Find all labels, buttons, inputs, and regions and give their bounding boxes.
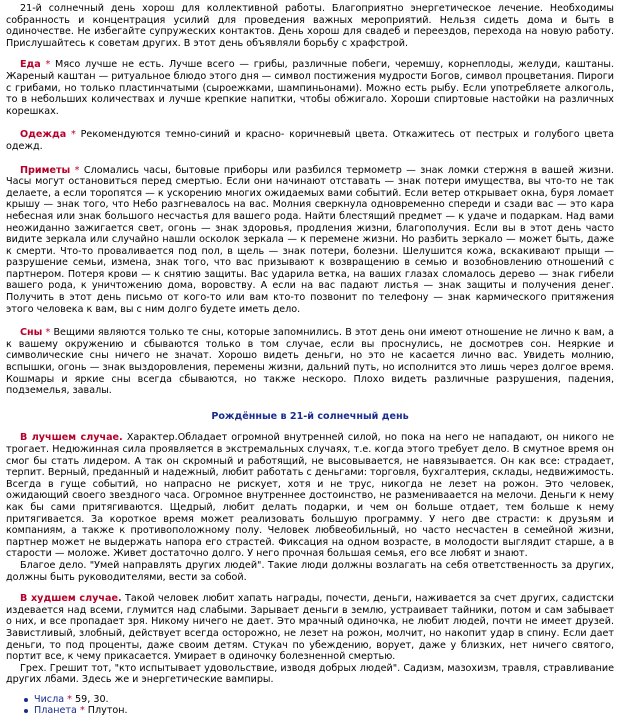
- sin-paragraph: Грех. Грешит тот, "кто испытывает удовольствие, изводя добрых людей". Садизм, мазохизм, травля, стравливание других лбами. Здесь же и энергетические вампиры.: [6, 662, 614, 686]
- best-case-text: Характер.Обладает огромной внутренней силой, но пока на него не нападают, он никого не трогает. Недюжинная сила проявляется в экстремальных случаях, т.е. когда этого требует дело. В смутное время он смог бы стать лидером. А так он скромный и работящий, не высовывается, не навязывается. Он как все: страдает, терпит. Верный, преданный и надежный, любит работать с деньгами: торговля, бухгалтерия, склады, недвижимость. Всегда в гуще событий, но напрасно не рискует, хотя и не трус, никогда не лезет на рожон. Это человек, ожидающий своего звездного часа. Огромное внутреннее достоинство, не размениваается на мелочи. Деньги к нему как бы сами притягиваются. Щедрый, любит делать подарки, и чем он больше отдает, тем больше к нему притягивается. За короткое время может реализовать большую программу. У него две страсти: к друзьям и компаниям, а также к противоположному полу. Человек любвеобильный, но часто несчастен в семейной жизни, партнер может не выдержать напора его страстей. Фиксация на одном возрасте, в молодости выглядит старше, а в старости — моложе. Живет достаточно долго. У него прочная большая семья, его все любят и знают.: [6, 432, 614, 560]
- clothes-asterisk: *: [71, 129, 76, 141]
- fact-numbers-label: Числа: [34, 693, 65, 705]
- fact-planet-asterisk: *: [79, 705, 85, 717]
- food-label: Еда: [20, 59, 41, 71]
- facts-list: [6, 694, 614, 717]
- good-deed-paragraph: Благое дело. "Умей направлять других людей". Такие люди должны возлагать на себя ответственность за других, должны быть руководителями, вести за собой.: [6, 559, 614, 583]
- dreams-asterisk: *: [45, 327, 51, 339]
- dreams-section: [6, 327, 614, 397]
- omens-label: Приметы: [20, 164, 71, 176]
- fact-planet: [26, 705, 614, 717]
- best-case-label: В лучшем случае.: [20, 432, 123, 444]
- fact-planet-label: Планета: [34, 705, 77, 717]
- fact-planet-value: Плутон.: [87, 705, 128, 717]
- omens-asterisk: *: [74, 164, 80, 176]
- born-heading: Рождённые в 21-й солнечный день: [211, 410, 409, 422]
- dreams-text: Вещими являются только те сны, которые запомнились. В этот день они имеют отношение не лично к вам, а к вашему окружению и сбываются только в том случае, если вы проснулись, не досмотрев сон. Неяркие и символические сны ничего не значат. Хорошо видеть деньги, но это не касается лично вас. Увидеть молнию, вспышки, огонь — знак выздоровления, перемены жизни, дальний путь, но исполнится это лишь через долгое время. Кошмары и яркие сны всегда сбываются, но также нескоро. Плохо видеть различные разрушения, падения, подземелья, завалы.: [6, 327, 614, 397]
- worst-case-label: В худшем случае.: [20, 593, 122, 605]
- fact-numbers-asterisk: *: [67, 693, 72, 705]
- dreams-label: Сны: [20, 327, 43, 339]
- food-text: Мясо лучше не есть. Лучше всего — грибы, различные побеги, черемшу, корнеплоды, желуди, каштаны. Жареный каштан — ритуальное блюдо этого дня — символ постижения мудрости Богов, символ процветания. Пироги с грибами, но только пластинчатыми (сыроежками, шампиньонами). Можно есть рыбу. Если употребляете алкоголь, то в небольших количествах и лучше крепкие напитки, чтобы обжигало. Хороши спиртовые настойки на различных корешках.: [6, 59, 614, 117]
- best-case-section: [6, 432, 614, 560]
- omens-text: Сломались часы, бытовые приборы или разбился термометр — знак ломки стержня в вашей жизни. Часы могут остановиться перед смертью. Если они начинают отставать — знак потери имущества, вы что-то не так делаете, а если торопятся — к ускорению многих ожидаемых вами событий. Если ветер открывает окна, буря ломает крышу — знак того, что Небо разгневалось на вас. Молния сверкнула одновременно спереди и сзади вас — это кара небесная или знак большого несчастья для вашего рода. Найти блестящий предмет — к удаче и подаркам. Над вами неожиданно зажигается свет, огонь — знак здоровья, продления жизни, благополучия. Если вы в этот день часто видите зеркала или случайно нашли осколок зеркала — к перемене жизни. Но разбить зеркало — может быть, даже к смерти. Что-то проваливается под пол, в щель — знак потери, болезни. Шелушится кожа, вскакивают прыщи — разрушение семьи, измена, знак того, что вас призывают к возвращению в семью и возобновлению отношений с партнером. Потеря крови — к снятию защиты. Вас ударила ветка, на ваших глазах сломалось дерево — знак гибели вашего рода, к уничтожению дома, воровству. А если на вас падают листья — знак защиты и получения денег. Получить в этот день письмо от кого-то или вам кто-то позвонит по телефону — знак кармического притяжения этого человека к вам, вы с ним долго будете иметь дело.: [6, 164, 614, 315]
- food-section: [6, 59, 614, 117]
- worst-case-section: [6, 593, 614, 663]
- intro-paragraph: 21-й солнечный день хорош для коллективной работы. Благоприятно энергетическое лечение. Необходимы собранность и концентрация усилий для проведения важных мероприятий. Нельзя сидеть дома и быть в одиночестве. Не избегайте супружеских контактов. День хорош для свадеб и переездов, перехода на новую работу. Прислушайтесь к советам других. В этот день объявляли борьбу с храфстрой.: [6, 3, 614, 49]
- clothes-section: [6, 129, 614, 152]
- clothes-label: Одежда: [20, 129, 67, 141]
- food-asterisk: *: [45, 59, 51, 71]
- fact-numbers-value: 59, 30.: [75, 693, 109, 705]
- fact-numbers: [26, 694, 614, 706]
- worst-case-text: Такой человек любит хапать награды, почести, деньги, наживается за счет других, садистски издевается над всеми, глумится над слабыми. Зарывает деньги в землю, устраивает тайники, потом и сам забывает о них, и все пропадает зря. Никому ничего не дает. Это мрачный одиночка, не любит людей, почти не имеет друзей. Завистливый, злобный, действует всегда осторожно, не лезет на рожон, молчит, но накопит удар в спину. Если дает деньги, то под проценты, даже своим детям. Стукач по убеждению, ворует, даже у близких, нет ничего святого, портит все, к чему прикасается. Умирает в одиночку болезненной смертью.: [6, 593, 614, 663]
- clothes-text: Рекомендуются темно-синий и красно- коричневый цвета. Откажитесь от пестрых и голубого цвета одежд.: [6, 129, 614, 152]
- omens-section: [6, 165, 614, 316]
